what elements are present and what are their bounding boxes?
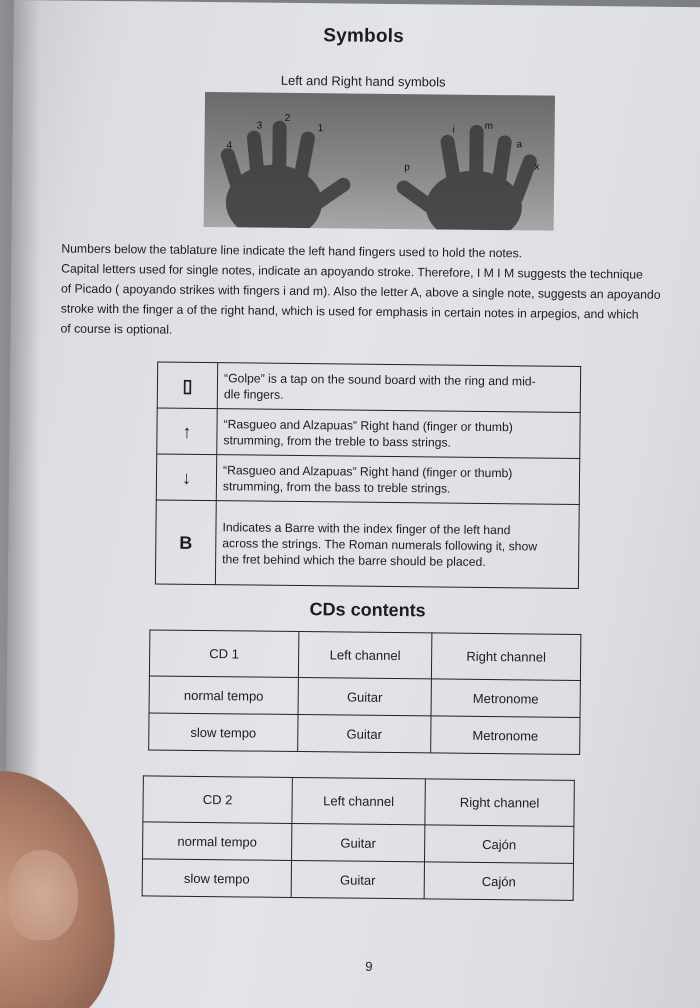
table-cell: Metronome	[431, 716, 580, 755]
description-line: strumming, from the bass to treble strings.	[222, 478, 451, 496]
description-line: strumming, from the treble to bass strings.	[223, 432, 452, 450]
page-title: Symbols	[323, 25, 405, 48]
body-line: of Picado ( apoyando strikes with fingers i and m). Also the letter A, above a single note, suggests an apoyando	[60, 281, 661, 302]
table-cell: slow tempo	[149, 713, 298, 752]
barre-symbol: B	[155, 500, 216, 585]
header-cell: Left channel	[292, 777, 425, 824]
description-line: Indicates a Barre with the index finger of the left hand	[222, 519, 511, 537]
page	[3, 0, 700, 1008]
finger-label-i: i	[452, 124, 455, 136]
table-cell: Cajón	[424, 825, 573, 864]
finger-label-4: 4	[226, 140, 233, 152]
hands-illustration	[204, 92, 555, 231]
table-row	[149, 713, 580, 755]
header-cell: CD 2	[143, 776, 292, 824]
table-row	[155, 500, 579, 588]
finger-label-a: a	[516, 139, 523, 151]
table-cell: slow tempo	[142, 859, 291, 898]
header-cell: CD 1	[149, 630, 298, 678]
description-line: dle fingers.	[223, 386, 284, 402]
paper-sheet	[3, 0, 700, 1008]
thumbnail-highlight	[8, 850, 78, 940]
table-cell: Cajón	[424, 862, 573, 901]
body-line: stroke with the finger a of the right hand, which is used for emphasis in certain notes in arpegios, and which	[60, 301, 639, 322]
symbols-table	[155, 362, 581, 589]
symbol-description	[215, 501, 579, 589]
body-line: Numbers below the tablature line indicate the left hand fingers used to hold the notes.	[61, 241, 523, 261]
finger-label-3: 3	[256, 120, 263, 132]
table-row	[156, 454, 579, 504]
symbol-description	[216, 455, 579, 505]
cd2-table	[142, 775, 575, 901]
body-paragraph	[60, 239, 681, 345]
table-cell: normal tempo	[143, 822, 292, 861]
description-line: the fret behind which the barre should be placed.	[222, 551, 486, 569]
golpe-symbol: ▯	[157, 362, 217, 409]
table-cell: Guitar	[298, 715, 431, 753]
table-cell: Guitar	[291, 823, 424, 861]
header-cell: Left channel	[298, 632, 431, 679]
table-row	[157, 408, 580, 458]
cds-heading: CDs contents	[309, 599, 426, 621]
table-row	[143, 822, 574, 864]
description-line: “Golpe” is a tap on the sound board with the ring and mid-	[223, 370, 536, 388]
table-cell: Guitar	[298, 678, 431, 716]
arrow-down-icon: ↓	[156, 454, 216, 501]
page-number: 9	[365, 958, 373, 974]
table-cell: Guitar	[291, 860, 424, 898]
finger-label-1: 1	[317, 123, 324, 135]
body-line: of course is optional.	[60, 321, 173, 337]
table-header-row	[143, 776, 574, 827]
finger-label-2: 2	[284, 112, 291, 124]
finger-label-x: x	[534, 161, 540, 173]
table-row	[149, 676, 580, 718]
finger-label-p: p	[404, 162, 410, 174]
finger-label-m: m	[484, 120, 494, 133]
header-cell: Right channel	[431, 633, 581, 681]
hands-photo	[204, 92, 555, 231]
table-cell: Metronome	[431, 679, 580, 718]
arrow-up-icon: ↑	[157, 408, 217, 455]
description-line: across the strings. The Roman numerals following it, show	[222, 535, 538, 554]
header-cell: Right channel	[425, 779, 575, 827]
page-subtitle: Left and Right hand symbols	[280, 72, 446, 90]
cd1-table	[148, 629, 581, 755]
table-header-row	[149, 630, 580, 681]
symbol-description	[217, 409, 580, 459]
table-cell: normal tempo	[149, 676, 298, 715]
body-line: Capital letters used for single notes, indicate an apoyando stroke. Therefore, I M I M suggests the technique	[61, 261, 643, 282]
description-line: “Rasgueo and Alzapuas” Right hand (finger or thumb)	[223, 462, 513, 480]
description-line: “Rasgueo and Alzapuas” Right hand (finger or thumb)	[223, 416, 513, 434]
table-row	[142, 859, 573, 901]
symbol-description	[217, 363, 580, 413]
table-row	[157, 362, 580, 412]
